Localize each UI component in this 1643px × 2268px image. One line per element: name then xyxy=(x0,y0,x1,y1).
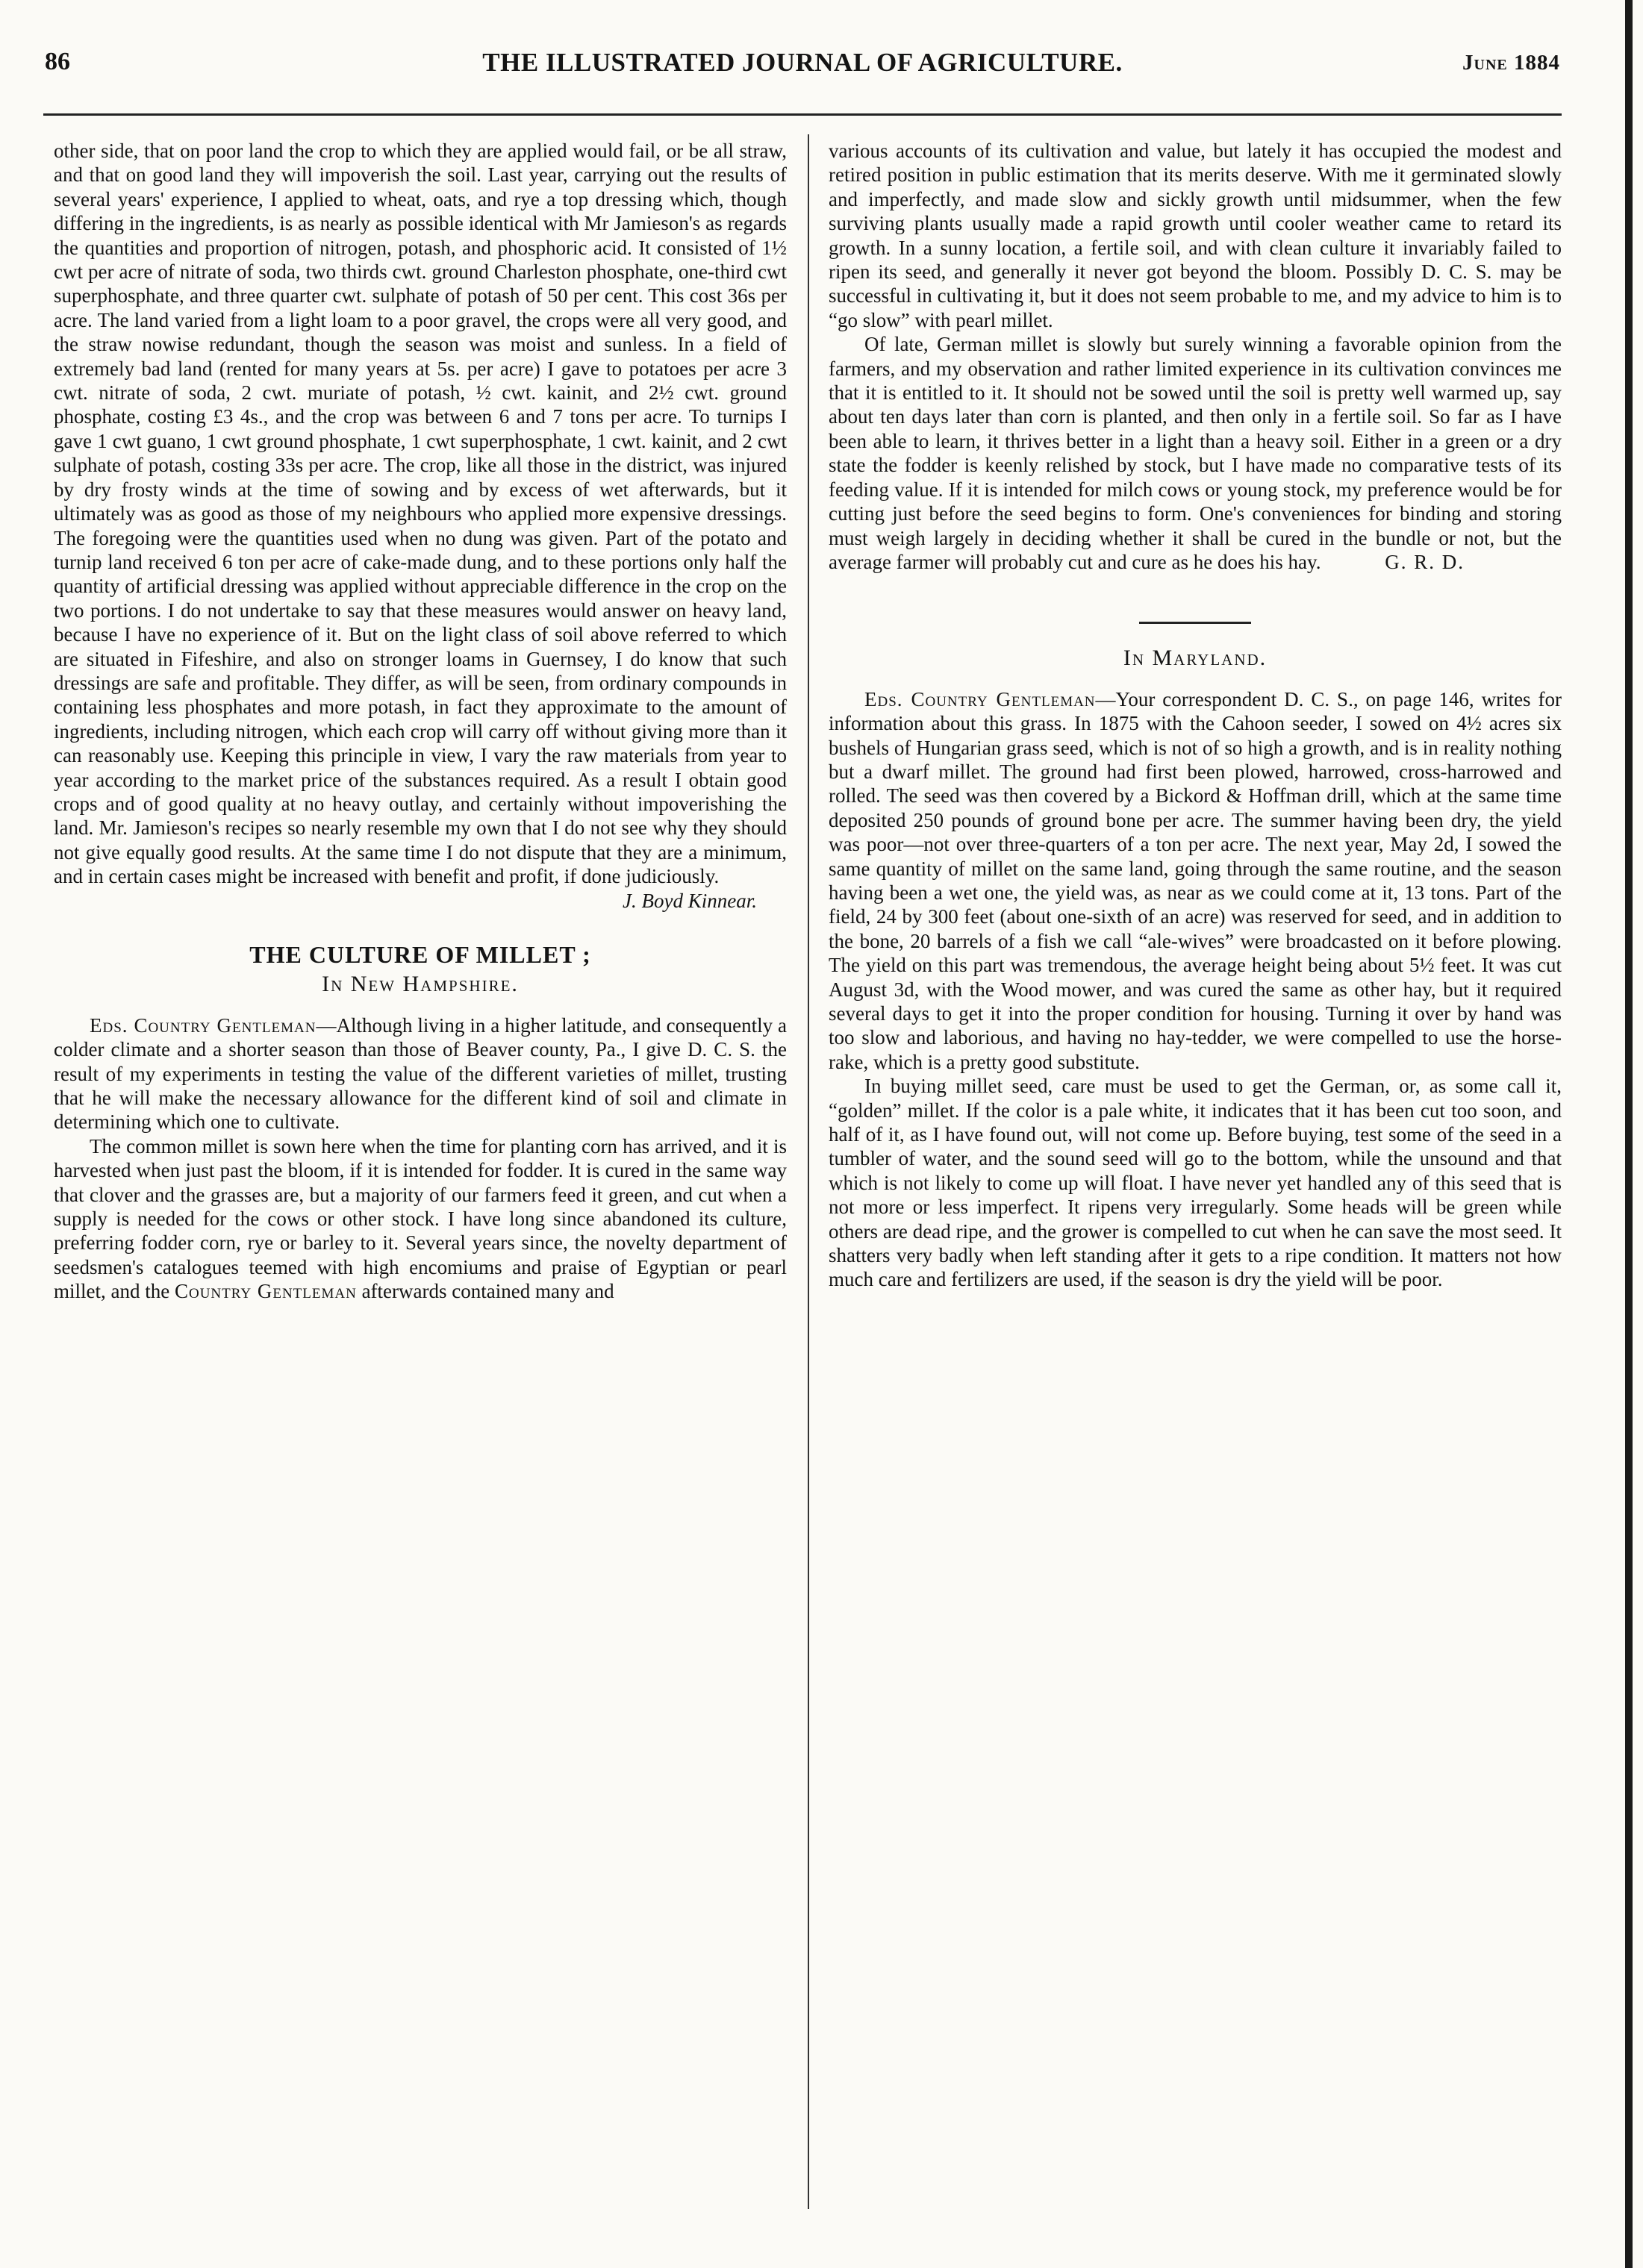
publication-name: Country Gentleman xyxy=(174,1280,357,1303)
section-rule xyxy=(1139,622,1251,624)
left-paragraph-2: Eds. Country Gentleman—Although living in a higher latitude, and consequently a colder climate and a shorter season than those of Beaver county, Pa., I give D. C. S. the result of my experiments in testing the value of the different varieties of millet, trusting that he will make the necessary allowance for the different kind of soil and climate in determining which one to cultivate. xyxy=(54,1013,787,1134)
right-column xyxy=(829,139,1562,1292)
right-paragraph-4: In buying millet seed, care must be used to get the German, or, as some call it, “golden” millet. If the color is a pale white, it indicates that it has been cut too soon, and half of it, as I have found out, will not come up. Before buying, test some of the seed in a tumbler of water, and the sound seed will go to the bottom, while the unsound and that which is not likely to come up will float. I have never yet handled any of this seed that is not more or less imperfect. It ripens very irregularly. Some heads will be green while others are dead ripe, and the grower is compelled to cut when he can save the most seed. It shatters very badly when left standing after it gets to a ripe condition. It matters not how much care and fertilizers are used, if the season is dry the yield will be poor. xyxy=(829,1075,1562,1291)
subhead-new-hampshire: In New Hampshire. xyxy=(322,972,519,997)
page-header xyxy=(45,48,1560,93)
column-divider xyxy=(808,134,809,2209)
left-paragraph-3: The common millet is sown here when the time for planting corn has arrived, and it is harvested when just past the bloom, if it is intended for fodder. It is cured in the same way that clover and the grasses are, but a majority of our farmers feed it green, and cut when a supply is needed for the cows or other stock. I have long since abandoned its culture, preferring fodder corn, rye or barley to it. Several years since, the novelty department of seedsmen's catalogues teemed with high encomiums and praise of Egyptian or pearl millet, and the Country Gentleman afterwards contained many and xyxy=(54,1134,787,1303)
signature-grd: G. R. D. xyxy=(1385,550,1465,573)
issue-date: June 1884 xyxy=(1462,51,1560,75)
subhead-maryland: In Maryland. xyxy=(1123,646,1268,671)
page-edge xyxy=(1625,0,1633,2268)
left-paragraph-1: other side, that on poor land the crop to which they are applied would fail, or be all straw, and that on good land they will impoverish the soil. Last year, carrying out the results of several years' experience, I applied to wheat, oats, and rye a top dressing which, though differing in the ingredients, is as nearly as possible identical with Mr Jamieson's as regards the quantities and proportion of nitrogen, potash, and phosphoric acid. It consisted of 1½ cwt per acre of nitrate of soda, two thirds cwt. ground Charleston phosphate, one-third cwt superphosphate, and three quarter cwt. sulphate of potash of 50 per cent. This cost 36s per acre. The land varied from a light loam to a poor gravel, the crops were all very good, and the straw nowise redundant, though the season was moist and sunless. In a field of extremely bad land (rented for many years at 5s. per acre) I gave to potatoes per acre 3 cwt. nitrate of soda, 2 cwt. muriate of potash, ½ cwt. kainit, and 2½ cwt. ground phosphate, costing £3 4s., and the crop was between 6 and 7 tons per acre. To turnips I gave 1 cwt guano, 1 cwt ground phosphate, 1 cwt superphosphate, 1 cwt. kainit, and 2 cwt sulphate of potash, costing 33s per acre. The crop, like all those in the district, was injured by dry frosty winds at the time of sowing and by excess of wet afterwards, but it ultimately was as good as those of my neighbours who applied more expensive dressings. The foregoing were the quantities used when no dung was given. Part of the potato and turnip land received 6 ton per acre of cake-made dung, and to these portions only half the quantity of artificial dressing was applied without appreciable difference in the crop on the two portions. I do not undertake to say that these measures would answer on heavy land, because I have no experience of it. But on the light class of soil above referred to which are situated in Fifeshire, and also on stronger loams in Guernsey, I do know that such dressings are safe and profitable. They differ, as will be seen, from ordinary compounds in containing less phosphates and more potash, in fact they approximate to the amount of ingredients, including nitrogen, which each crop will carry off without giving more than it can reasonably use. Keeping this principle in view, I vary the raw materials from year to year according to the market price of the substances required. As a result I obtain good crops and of good quality at no heavy outlay, and certainly without impoverishing the land. Mr. Jamieson's recipes so nearly resemble my own that I do not see why they should not give equally good results. At the same time I do not dispute that they are a minimum, and in certain cases might be increased with benefit and profit, if done judiciously. xyxy=(54,140,787,888)
page-number: 86 xyxy=(45,48,70,75)
left-column xyxy=(54,139,787,1304)
right-paragraph-3: Eds. Country Gentleman—Your correspondent D. C. S., on page 146, writes for information about this grass. In 1875 with the Cahoon seeder, I sowed on 4½ acres six bushels of Hungarian grass seed, which is not of so high a growth, and is in reality nothing but a dwarf millet. The ground had first been plowed, harrowed, cross-harrowed and rolled. The seed was then covered by a Bickord & Hoffman drill, which at the same time deposited 250 pounds of ground bone per acre. The summer having been dry, the yield was poor—not over three-quarters of a ton per acre. The next year, May 2d, I sowed the same quantity of millet on the same land, going through the same routine, and the season having been a wet one, the yield was, as near as we could come at it, 13 tons. Part of the field, 24 by 300 feet (about one-sixth of an acre) was reserved for seed, and in addition to the bone, 20 barrels of a fish we call “ale-wives” were broadcasted on it before plowing. The yield on this part was tremendous, the average height being about 5½ feet. It was cut August 3d, with the Wood mower, and was cured the same as other hay, but it required several days to get it into the proper condition for housing. Turning it over by hand was too slow and laborious, and having no hay-tedder, we were compelled to use the horse-rake, which is a pretty good substitute. xyxy=(829,687,1562,1073)
journal-title: THE ILLUSTRATED JOURNAL OF AGRICULTURE. xyxy=(482,48,1123,77)
article-title: THE CULTURE OF MILLET ; xyxy=(249,941,591,968)
signature-kinnear: J. Boyd Kinnear. xyxy=(623,889,757,912)
right-paragraph-2: Of late, German millet is slowly but surely winning a favorable opinion from the farmers, and my observation and rather limited experience in its cultivation convinces me that it is entitled to it. It should not be sowed until the soil is pretty well warmed up, say about ten days later than corn is planted, and then only in a fertile soil. So far as I have been able to learn, it thrives better in a light than a heavy soil. Either in a green or a dry state the fodder is keenly relished by stock, but I have made no comparative tests of its feeding value. If it is intended for milch cows or young stock, my preference would be for cutting just before the seed begins to form. One's conveniences for binding and storing must weigh largely in deciding whether it shall be cured in the bundle or not, but the average farmer will probably cut and cure as he does his hay. G. R. D. xyxy=(829,333,1562,573)
right-paragraph-1: various accounts of its cultivation and value, but lately it has occupied the modest and retired position in public estimation that its merits deserve. With me it germinated slowly and imperfectly, and made slow and sickly growth until midsummer, when the few surviving plants usually made a rapid growth until cooler weather came to retard its growth. In a sunny location, a fertile soil, and with clean culture it invariably failed to ripen its seed, and generally it never got beyond the bloom. Possibly D. C. S. may be successful in cultivating it, but it does not seem probable to me, and my advice to him is to “go slow” with pearl millet. xyxy=(829,140,1562,331)
salutation: Eds. Country Gentleman xyxy=(90,1013,317,1037)
salutation: Eds. Country Gentleman xyxy=(864,687,1096,710)
header-rule xyxy=(43,113,1562,116)
